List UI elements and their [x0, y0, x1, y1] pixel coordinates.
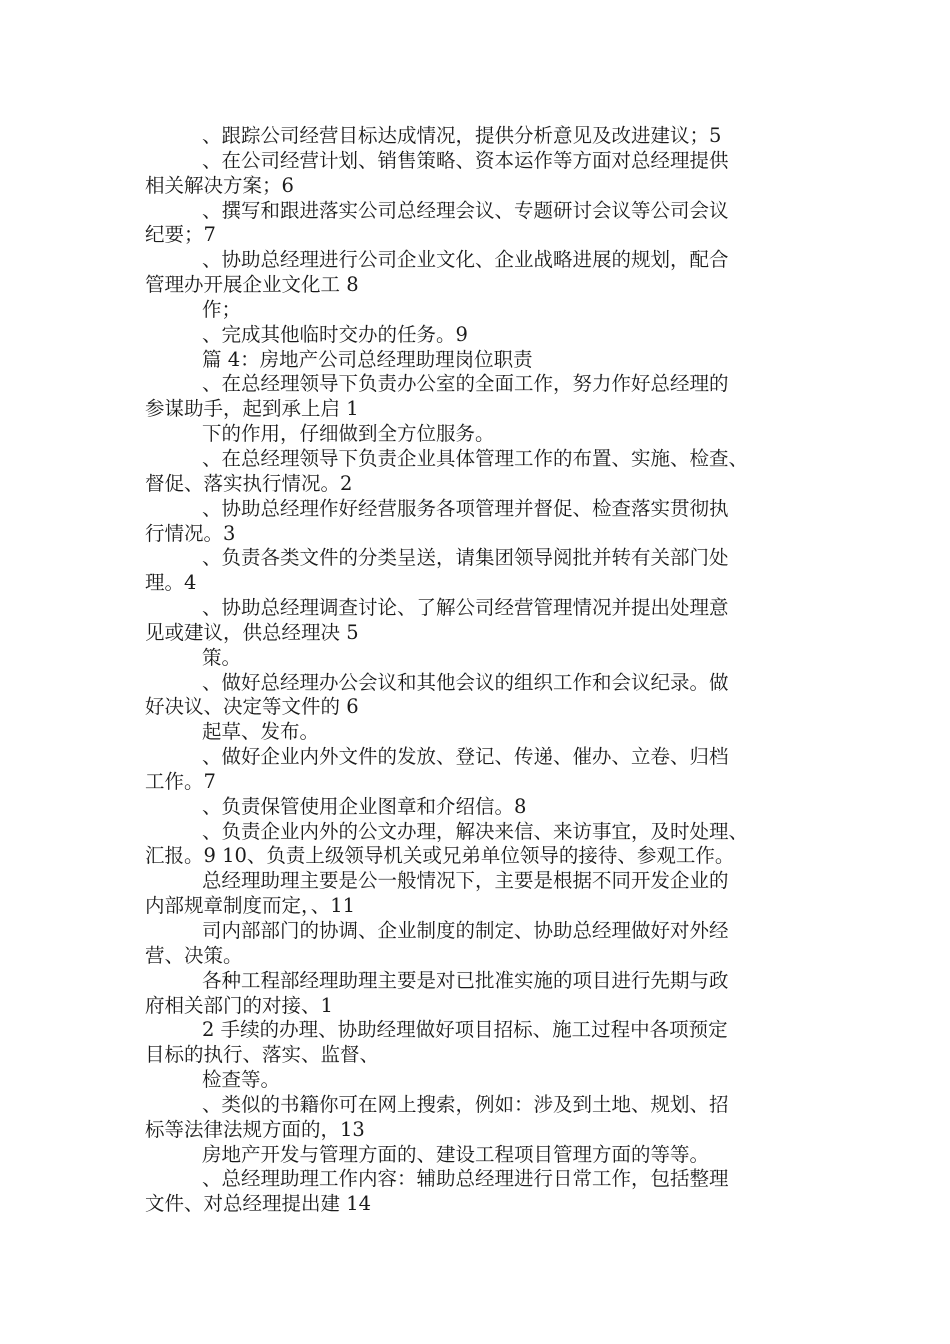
text-line: 、在公司经营计划、销售策略、资本运作等方面对总经理提供	[202, 148, 729, 172]
text-line: 、撰写和跟进落实公司总经理会议、专题研讨会议等公司会议	[202, 198, 729, 222]
text-line: 内部规章制度而定，、11	[145, 894, 356, 918]
text-line: 、总经理助理工作内容：辅助总经理进行日常工作，包括整理	[202, 1167, 729, 1191]
text-line: 、负责企业内外的公文办理，解决来信、来访事宜，及时处理、	[202, 819, 749, 843]
text-line: 文件、对总经理提出建 14	[145, 1192, 372, 1216]
text-line: 见或建议，供总经理决 5	[145, 620, 359, 644]
text-line: 检查等。	[202, 1068, 281, 1092]
text-line: 理。4	[145, 571, 197, 595]
text-line: 、完成其他临时交办的任务。9	[202, 322, 468, 346]
text-line: 司内部部门的协调、企业制度的制定、协助总经理做好对外经	[202, 919, 729, 942]
text-line: 篇 4：房地产公司总经理助理岗位职责	[202, 347, 533, 371]
text-line: 、协助总经理作好经营服务各项管理并督促、检查落实贯彻执	[202, 496, 729, 520]
text-line: 目标的执行、落实、监督、	[145, 1043, 380, 1067]
text-line: 下的作用，仔细做到全方位服务。	[202, 422, 495, 446]
text-line: 、在总经理领导下负责办公室的全面工作，努力作好总经理的	[202, 372, 729, 396]
text-line: 府相关部门的对接、1	[145, 993, 333, 1017]
text-line: 纪要；7	[145, 223, 216, 247]
text-line: 相关解决方案；6	[145, 173, 294, 197]
text-line: 好决议、决定等文件的 6	[145, 695, 359, 719]
text-line: 工作。7	[145, 769, 216, 793]
text-line: 房地产开发与管理方面的、建设工程项目管理方面的等等。	[202, 1142, 710, 1166]
text-line: 、类似的书籍你可在网上搜索，例如：涉及到土地、规划、招	[202, 1092, 729, 1116]
text-line: 督促、落实执行情况。2	[145, 471, 353, 495]
text-line: 、负责各类文件的分类呈送，请集团领导阅批并转有关部门处	[202, 546, 729, 570]
text-line: 管理办开展企业文化工 8	[145, 273, 359, 297]
text-line: 、协助总经理调查讨论、了解公司经营管理情况并提出处理意	[202, 596, 729, 620]
text-line: 、做好总经理办公会议和其他会议的组织工作和会议纪录。做	[202, 670, 729, 694]
text-line: 行情况。3	[145, 521, 236, 545]
text-line: 起草、发布。	[202, 720, 320, 744]
text-line: 参谋助手，起到承上启 1	[145, 397, 359, 421]
text-line: 策。	[202, 645, 242, 669]
text-line: 总经理助理主要是公一般情况下，主要是根据不同开发企业的	[202, 869, 729, 893]
text-line: 汇报。9 10、负责上级领导机关或兄弟单位领导的接待、参观工作。	[145, 844, 735, 868]
text-line: 、做好企业内外文件的发放、登记、传递、催办、立卷、归档	[202, 745, 729, 769]
text-line: 作；	[202, 297, 242, 321]
text-line: 标等法律法规方面的，13	[145, 1117, 365, 1141]
text-line: 、在总经理领导下负责企业具体管理工作的布置、实施、检查、	[202, 446, 749, 470]
document-body	[145, 124, 825, 1217]
text-line: 、负责保管使用企业图章和介绍信。8	[202, 794, 527, 818]
text-line: 营、决策。	[145, 943, 243, 967]
text-line: 各种工程部经理助理主要是对已批准实施的项目进行先期与政	[202, 968, 729, 992]
text-line: 、协助总经理进行公司企业文化、企业战略进展的规划，配合	[202, 248, 729, 272]
text-line: 2 手续的办理、协助经理做好项目招标、施工过程中各项预定	[202, 1018, 728, 1042]
text-line: 、跟踪公司经营目标达成情况，提供分析意见及改进建议；5	[202, 124, 722, 147]
